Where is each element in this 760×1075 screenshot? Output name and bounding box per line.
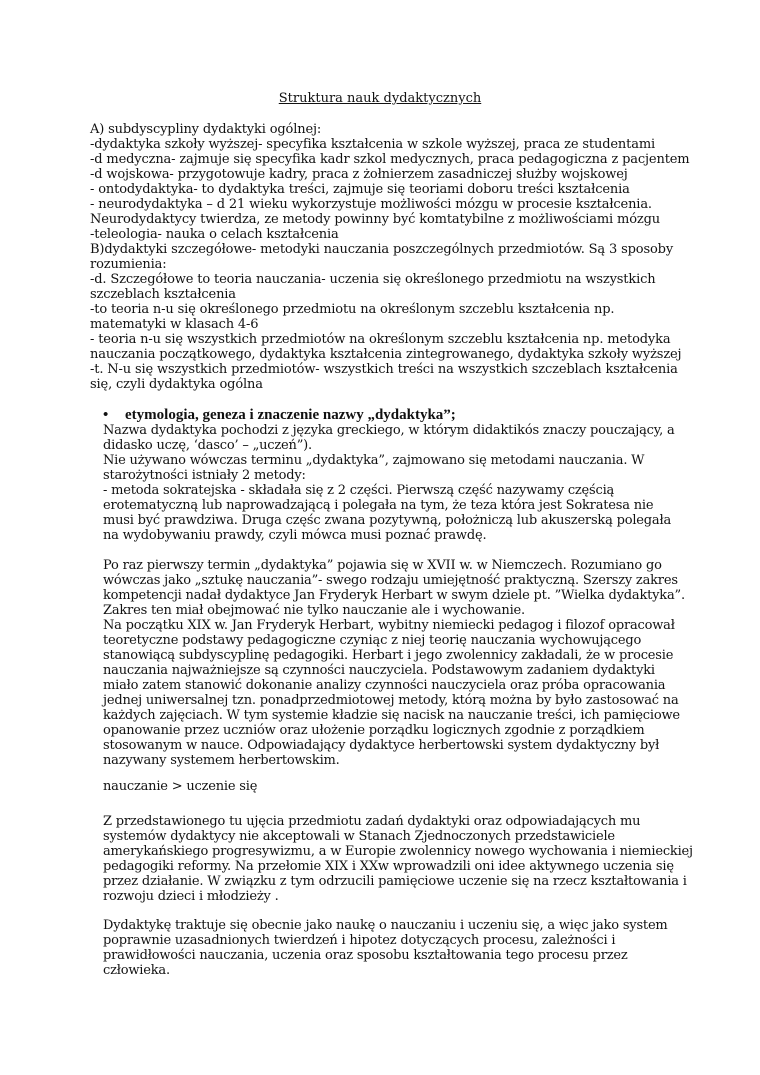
paragraph-line: musi być prawdziwa. Druga częśc zwana pozytywną, położniczą lub akuszerską polegała [103,513,672,528]
section-a-line: Neurodydaktycy twierdza, ze metody powinny być komtatybilne z możliwościami mózgu [90,212,660,227]
section-b-line: rozumienia: [90,257,167,272]
formula-line [103,779,683,794]
paragraph-line: rozwoju dzieci i młodzieży . [103,889,279,904]
paragraph-line: jednej uniwersalnej tzn. ponadprzedmiotowej metody, którą można by było zastosować na [103,693,679,708]
page-title: Struktura nauk dydaktycznych [278,91,482,106]
section-a-line: - neurodydaktyka – d 21 wieku wykorzystuje możliwości mózgu w procesie kształcenia. [90,197,652,212]
paragraph-line: opanowanie przez uczniów oraz ułożenie porządku logicznych zgodnie z porządkiem [103,723,645,738]
paragraph-line: erotematyczną lub naprowadzającą i polegała na tym, że teza która jest Sokratesa nie [103,498,654,513]
paragraph-line: Zakres ten miał obejmować nie tylko nauczanie ale i wychowanie. [103,603,525,618]
paragraph-line: nauczania najważniejsze są czynności nauczyciela. Podstawowym zadaniem dydaktyki [103,663,655,678]
section-b-line: -d. Szczegółowe to teoria nauczania- uczenia się określonego przedmiotu na wszystkich [90,272,656,287]
paragraph-line: didasko uczę, ‘dasco’ – „uczeń”). [103,438,312,453]
section-b-line: nauczania początkowego, dydaktyka kształcenia zintegrowanego, dydaktyka szkoły wyższej [90,347,682,362]
section-b-line: -to teoria n-u się określonego przedmiotu na określonym szczeblu kształcenia np. [90,302,615,317]
section-b-line: matematyki w klasach 4-6 [90,317,259,332]
paragraph-line: przez działanie. W związku z tym odrzucili pamięciowe uczenie się na rzecz kształtowania i [103,874,687,889]
bullet-heading [103,407,456,424]
section-a-line: -dydaktyka szkoły wyższej- specyfika kształcenia w szkole wyższej, praca ze studentami [90,137,655,152]
section-b-line: się, czyli dydaktyka ogólna [90,377,263,392]
formula-text: nauczanie > uczenie się [103,779,258,794]
section-a-line: - ontodydaktyka- to dydaktyka treści, zajmuje się teoriami doboru treści kształcenia [90,182,630,197]
paragraph-line: stanowiącą subdyscyplinę pedagogiki. Herbart i jego zwolennicy zakładali, że w procesie [103,648,674,663]
paragraph-line: kompetencji nadał dydaktyce Jan Fryderyk Herbart w swym dziele pt. ”Wielka dydaktyka”. [103,588,685,603]
bullet-heading-text: etymologia, geneza i znaczenie nazwy „dydaktyka”; [125,407,456,423]
paragraph-line: amerykańskiego progresywizmu, a w Europie zwolennicy nowego wychowania i niemieckiej [103,844,693,859]
section-a-line: A) subdyscypliny dydaktyki ogólnej: [90,122,322,137]
section-a-block [90,122,690,392]
paragraph-line: Nazwa dydaktyka pochodzi z języka greckiego, w którym didaktikós znaczy pouczający, a [103,423,675,438]
paragraph-definition [103,918,683,978]
paragraph-line: prawidłowości nauczania, uczenia oraz sposobu kształtowania tego procesu przez [103,948,628,963]
paragraph-herbart [103,558,683,768]
paragraph-line: miało zatem stanowić dokonanie analizy czynności nauczyciela oraz próba opracowania [103,678,666,693]
paragraph-line: Nie używano wówczas terminu „dydaktyka”, zajmowano się metodami nauczania. W [103,453,645,468]
paragraph-progressivism [103,814,693,904]
paragraph-line: na wydobywaniu prawdy, czyli mówca musi poznać prawdę. [103,528,487,543]
paragraph-line: pedagogiki reformy. Na przełomie XIX i XXw wprowadzili oni idee aktywnego uczenia się [103,859,674,874]
paragraph-etymology [103,423,683,543]
paragraph-line: wówczas jako „sztukę nauczania”- swego rodzaju umiejętność praktyczną. Szerszy zakres [103,573,678,588]
section-b-line: szczeblach kształcenia [90,287,236,302]
paragraph-line: człowieka. [103,963,170,978]
paragraph-line: stosowanym w nauce. Odpowiadający dydaktyce herbertowski system dydaktyczny był [103,738,660,753]
paragraph-line: - metoda sokratejska - składała się z 2 części. Pierwszą część nazywamy częścią [103,483,615,498]
paragraph-line: Po raz pierwszy termin „dydaktyka” pojawia się w XVII w. w Niemczech. Rozumiano go [103,558,662,573]
section-a-line: -teleologia- nauka o celach kształcenia [90,227,339,242]
paragraph-line: Dydaktykę traktuje się obecnie jako naukę o nauczaniu i uczeniu się, a więc jako system [103,918,668,933]
bullet-dot-icon: • [103,407,109,423]
paragraph-line: teoretyczne podstawy pedagogiczne czyniąc z niej teorię nauczania wychowującego [103,633,642,648]
paragraph-line: poprawnie uzasadnionych twierdzeń i hipotez dotyczących procesu, zależności i [103,933,616,948]
paragraph-line: starożytności istniały 2 metody: [103,468,306,483]
paragraph-line: Z przedstawionego tu ujęcia przedmiotu zadań dydaktyki oraz odpowiadających mu [103,814,641,829]
paragraph-line: Na początku XIX w. Jan Fryderyk Herbart, wybitny niemiecki pedagog i filozof opracował [103,618,675,633]
section-b-line: -t. N-u się wszystkich przedmiotów- wszystkich treści na wszystkich szczeblach kształcenia [90,362,678,377]
section-a-line: -d medyczna- zajmuje się specyfika kadr szkol medycznych, praca pedagogiczna z pacjentem [90,152,690,167]
section-a-line: -d wojskowa- przygotowuje kadry, praca z żołnierzem zasadniczej służby wojskowej [90,167,628,182]
section-b-line: B)dydaktyki szczegółowe- metodyki nauczania poszczególnych przedmiotów. Są 3 sposoby [90,242,674,257]
paragraph-line: każdych zajęciach. W tym systemie kładzie się nacisk na nauczanie treści, ich pamięciowe [103,708,680,723]
paragraph-line: nazywany systemem herbertowskim. [103,753,340,768]
paragraph-line: systemów dydaktycy nie akceptowali w Stanach Zjednoczonych przedstawiciele [103,829,615,844]
section-b-line: - teoria n-u się wszystkich przedmiotów na określonym szczeblu kształcenia np. metodyka [90,332,671,347]
